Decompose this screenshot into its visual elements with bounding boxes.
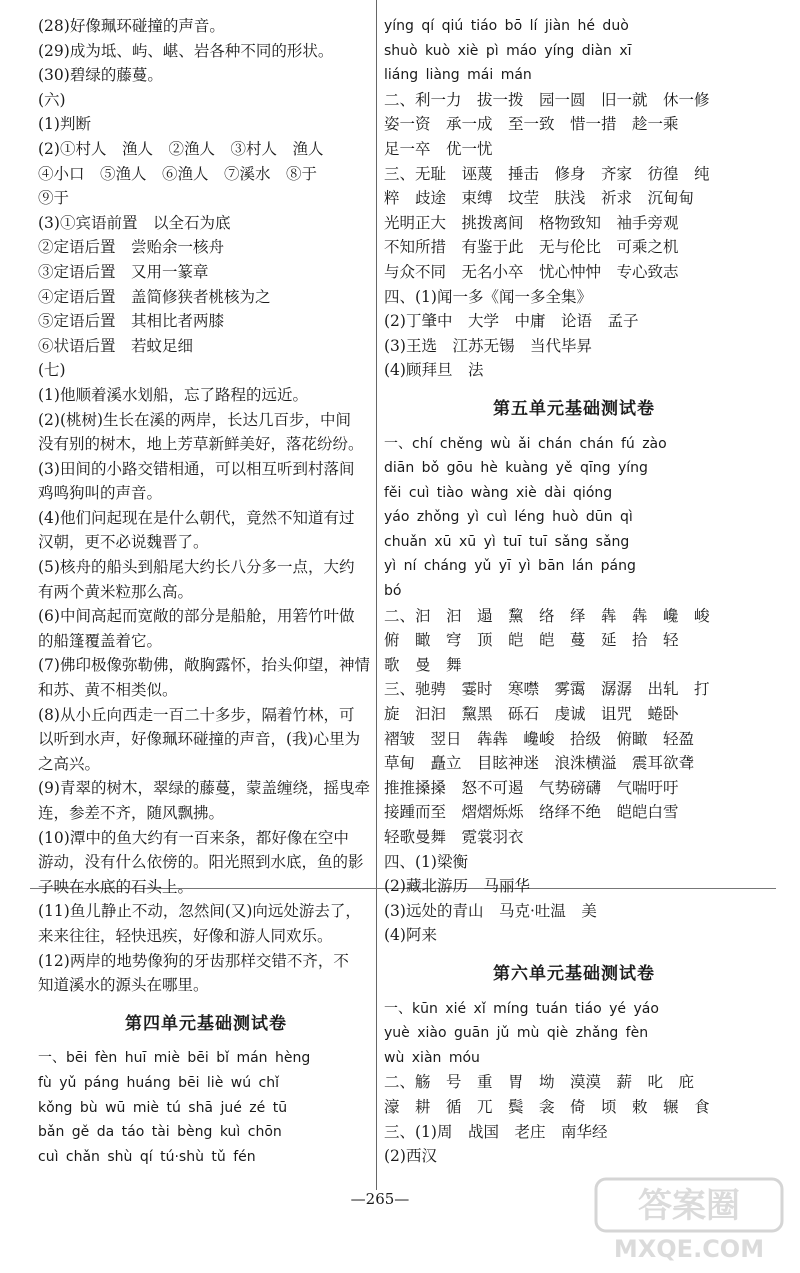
answer-line: ③定语后置 又用一篆章: [38, 262, 209, 281]
answer-line: 姿一资 承一成 至一致 惜一措 趁一乘: [384, 115, 679, 134]
pinyin-line: kǒng bù wū miè tú shā jué zé tū: [38, 1099, 288, 1116]
answer-line: 来来往往，轻快迅疾，好像和游人同欢乐。: [38, 926, 333, 945]
section-heading: 第五单元基础测试卷: [493, 398, 655, 419]
answer-line: 三、无耻 诬蔑 捶击 修身 齐家 彷徨 纯: [384, 164, 710, 183]
answer-line: 轻歌曼舞 霓裳羽衣: [384, 828, 524, 846]
pinyin-line: liáng liàng mái mán: [384, 67, 532, 84]
answer-line: 俯 瞰 穹 顶 皑 皑 蔓 延 拾 轻: [384, 631, 679, 650]
answer-line: 鸡鸣狗叫的声音。: [38, 484, 163, 503]
answer-line: (3)远处的青山 马克·吐温 美: [384, 901, 597, 920]
answer-line: 四、(1)梁衡: [384, 852, 468, 871]
answer-line: (5)核舟的船头到船尾大约长八分多一点，大约: [38, 558, 355, 577]
answer-line: 连，参差不齐，随风飘拂。: [38, 804, 225, 822]
answer-line: (12)两岸的地势像狗的牙齿那样交错不齐，不: [38, 951, 349, 970]
answer-line: 草甸 矗立 目眩神迷 浪洙横溢 震耳欲聋: [384, 754, 695, 773]
answer-line: ⑥状语后置 若蚊足细: [38, 336, 194, 355]
answer-line: 和苏、黄不相类似。: [38, 681, 178, 700]
column-divider: [376, 0, 377, 1190]
answer-line: (4)他们问起现在是什么朝代，竟然不知道有过: [38, 508, 355, 527]
answer-line: 以听到水声，好像珮环碰撞的声音，(我)心里为: [38, 730, 361, 749]
pinyin-line: cuì chǎn shù qí tú·shù tǔ fén: [38, 1148, 256, 1165]
answer-line: (七): [38, 361, 66, 380]
pinyin-line: yuè xiào guān jǔ mù qiè zhǎng fèn: [384, 1025, 649, 1042]
section-heading: 第六单元基础测试卷: [493, 963, 655, 984]
answer-line: 旋 汩汩 黧黑 砾石 虔诚 诅咒 蜷卧: [384, 705, 679, 724]
answer-line: (3)①宾语前置 以全石为底: [38, 213, 231, 232]
answer-line: 不知所措 有鉴于此 无与伦比 可乘之机: [384, 238, 679, 257]
pinyin-line: fù yǔ páng huáng bēi liè wú chǐ: [38, 1074, 279, 1091]
answer-line: (6)中间高起而宽敞的部分是船舱，用箬竹叶做: [38, 607, 355, 626]
answer-line: (4)顾拜旦 法: [384, 361, 484, 380]
section-heading: 第四单元基础测试卷: [125, 1013, 287, 1034]
answer-line: 与众不同 无名小卒 忧心忡忡 专心致志: [384, 262, 679, 281]
pinyin-line: chuǎn xū xū yì tuī tuī sǎng sǎng: [384, 533, 630, 550]
answer-line: (3)王选 江苏无锡 当代毕昇: [384, 336, 592, 355]
answer-line: 二、利一力 拔一拨 园一圆 旧一就 休一修: [384, 90, 710, 109]
pinyin-line: wù xiàn móu: [384, 1049, 480, 1066]
answer-line: 接踵而至 熠熠烁烁 络绎不绝 皑皑白雪: [384, 803, 679, 822]
answer-line: 三、驰骋 霎时 寒噤 雾霭 潺潺 出轧 打: [384, 680, 710, 699]
pinyin-line: shuò kuò xiè pì máo yíng diàn xī: [384, 42, 632, 59]
pinyin-line: 一、chí chěng wù ǎi chán chán fú zào: [384, 435, 667, 452]
svg-text:答案圈: 答案圈: [638, 1186, 740, 1226]
answer-line: 知道溪水的源头在哪里。: [38, 976, 209, 995]
answer-line: (30)碧绿的藤蔓。: [38, 66, 163, 85]
answer-line: 之高兴。: [38, 754, 101, 773]
answer-line: ④小口 ⑤渔人 ⑥渔人 ⑦溪水 ⑧于: [38, 164, 318, 183]
answer-line: 二、汩 汩 遢 黧 络 绎 犇 犇 巉 峻: [384, 606, 710, 625]
answer-line: (2)①村人 渔人 ②渔人 ③村人 渔人: [38, 139, 324, 158]
answer-line: 有两个黄米粒那么高。: [38, 582, 194, 601]
answer-line: (1)判断: [38, 115, 91, 134]
answer-line: ④定语后置 盖简修狭者桃核为之: [38, 287, 271, 306]
pinyin-line: yì ní cháng yǔ yī yì bān lán páng: [384, 558, 636, 575]
pinyin-line: diān bǒ gōu hè kuàng yě qīng yíng: [384, 460, 648, 477]
pinyin-line: 一、kūn xié xǐ míng tuán tiáo yé yáo: [384, 1000, 659, 1017]
answer-line: 足一卒 优一忧: [384, 139, 493, 158]
answer-line: (29)成为坻、屿、嵁、岩各种不同的形状。: [38, 41, 334, 60]
answer-line: (7)佛印极像弥勒佛，敞胸露怀，抬头仰望，神情: [38, 656, 370, 675]
pinyin-line: bó: [384, 583, 402, 600]
pinyin-line: bǎn gě da táo tài bèng kuì chōn: [38, 1124, 282, 1141]
answer-line: 游动，没有什么依傍的。阳光照到水底，鱼的影: [38, 853, 364, 872]
answer-line: 光明正大 挑拨离间 格物致知 袖手旁观: [384, 213, 679, 232]
answer-line: (11)鱼儿静止不动，忽然间(又)向远处游去了，: [38, 902, 361, 921]
answer-line: (2)(桃树)生长在溪的两岸，长达几百步，中间: [38, 410, 352, 429]
pinyin-line: fěi cuì tiào wàng xiè dài qióng: [384, 484, 613, 501]
answer-line: 的船篷覆盖着它。: [38, 631, 163, 650]
answer-line: (8)从小丘向西走一百二十多步，隔着竹林，可: [38, 705, 355, 724]
answer-line: (2)西汉: [384, 1147, 437, 1166]
answer-line: (3)田间的小路交错相通，可以相互听到村落间: [38, 459, 355, 478]
answer-line: ⑤定语后置 其相比者两膝: [38, 312, 225, 331]
answer-line: 推推搡搡 怒不可遏 气势磅礴 气喘吁吁: [384, 778, 679, 797]
right-column: [384, 14, 764, 1169]
pinyin-line: yíng qí qiú tiáo bō lí jiàn hé duò: [384, 18, 629, 34]
answer-line: 三、(1)周 战国 老庄 南华经: [384, 1122, 608, 1141]
pinyin-line: yáo zhǒng yì cuì léng huò dūn qì: [384, 509, 633, 526]
answer-line: 汉朝，更不必说魏晋了。: [38, 533, 209, 552]
answer-line: 歌 曼 舞: [384, 655, 462, 674]
answer-line: (2)藏北游历 马丽华: [384, 877, 530, 896]
answer-line: 二、觞 号 重 胃 坳 漠漠 薪 叱 庇: [384, 1073, 695, 1092]
answer-line: (10)潭中的鱼大约有一百来条，都好像在空中: [38, 828, 349, 847]
answer-line: (28)好像珮环碰撞的声音。: [38, 17, 225, 35]
answer-line: (9)青翠的树木，翠绿的藤蔓，蒙盖缠绕，摇曳牵: [38, 779, 370, 798]
answer-line: 没有别的树木，地上芳草新鲜美好，落花纷纷。: [38, 435, 364, 454]
answer-line: (4)阿来: [384, 926, 437, 945]
page-number: —265—: [350, 1190, 410, 1208]
answer-line: 褶皱 翌日 犇犇 巉峻 拾级 俯瞰 轻盈: [384, 729, 695, 748]
answer-line: (1)他顺着溪水划船，忘了路程的远近。: [38, 385, 308, 404]
answer-line: 子映在水底的石头上。: [38, 877, 194, 896]
pinyin-line: 一、bēi fèn huī miè bēi bǐ mán hèng: [38, 1050, 311, 1067]
answer-line: ⑨于: [38, 189, 70, 208]
answer-line: (2)丁肇中 大学 中庸 论语 孟子: [384, 312, 639, 331]
answer-line: ②定语后置 尝贻余一核舟: [38, 238, 225, 257]
answer-line: 四、(1)闻一多《闻一多全集》: [384, 287, 592, 306]
left-column: [38, 14, 374, 1169]
svg-text:MXQE.COM: MXQE.COM: [613, 1235, 765, 1263]
answer-line: 濠 耕 循 兀 鬓 衾 倚 顷 敕 辗 食: [384, 1097, 710, 1116]
answer-line: 粹 歧途 束缚 坟茔 肤浅 祈求 沉甸甸: [384, 189, 695, 208]
answer-line: (六): [38, 90, 66, 109]
